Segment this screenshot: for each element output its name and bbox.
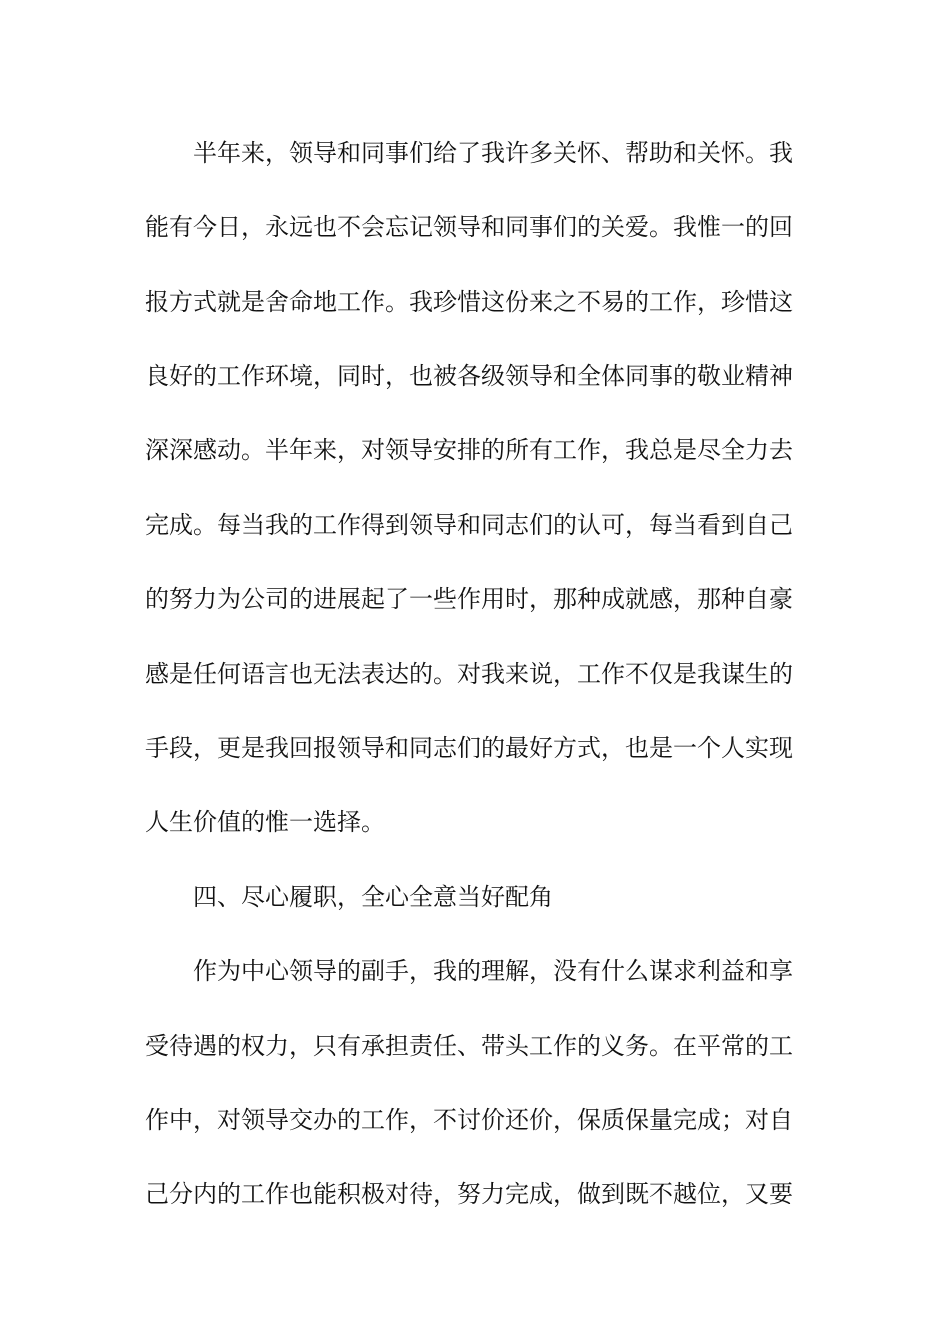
paragraph-1-line-1: 半年来，领导和同事们给了我许多关怀、帮助和关怀。我	[193, 139, 793, 167]
paragraph-1-line-8: 感是任何语言也无法表达的。对我来说，工作不仅是我谋生的	[145, 660, 793, 688]
paragraph-2-line-2: 受待遇的权力，只有承担责任、带头工作的义务。在平常的工	[145, 1032, 793, 1060]
paragraph-1-line-5: 深深感动。半年来，对领导安排的所有工作，我总是尽全力去	[145, 436, 793, 464]
paragraph-1-line-7: 的努力为公司的进展起了一些作用时，那种成就感，那种自豪	[145, 585, 793, 613]
paragraph-1-line-9: 手段，更是我回报领导和同志们的最好方式，也是一个人实现	[145, 734, 793, 762]
paragraph-1-line-10: 人生价值的惟一选择。	[145, 808, 385, 836]
paragraph-2-line-3: 作中，对领导交办的工作，不讨价还价，保质保量完成；对自	[145, 1106, 793, 1134]
paragraph-1-line-3: 报方式就是舍命地工作。我珍惜这份来之不易的工作，珍惜这	[145, 288, 793, 316]
paragraph-1-line-6: 完成。每当我的工作得到领导和同志们的认可，每当看到自己	[145, 511, 793, 539]
section-heading: 四、尽心履职，全心全意当好配角	[193, 883, 553, 911]
paragraph-2-line-1: 作为中心领导的副手，我的理解，没有什么谋求利益和享	[193, 957, 793, 985]
paragraph-2-line-4: 己分内的工作也能积极对待，努力完成，做到既不越位，又要	[145, 1180, 793, 1208]
paragraph-1-line-2: 能有今日，永远也不会忘记领导和同事们的关爱。我惟一的回	[145, 213, 793, 241]
paragraph-1-line-4: 良好的工作环境，同时，也被各级领导和全体同事的敬业精神	[145, 362, 793, 390]
